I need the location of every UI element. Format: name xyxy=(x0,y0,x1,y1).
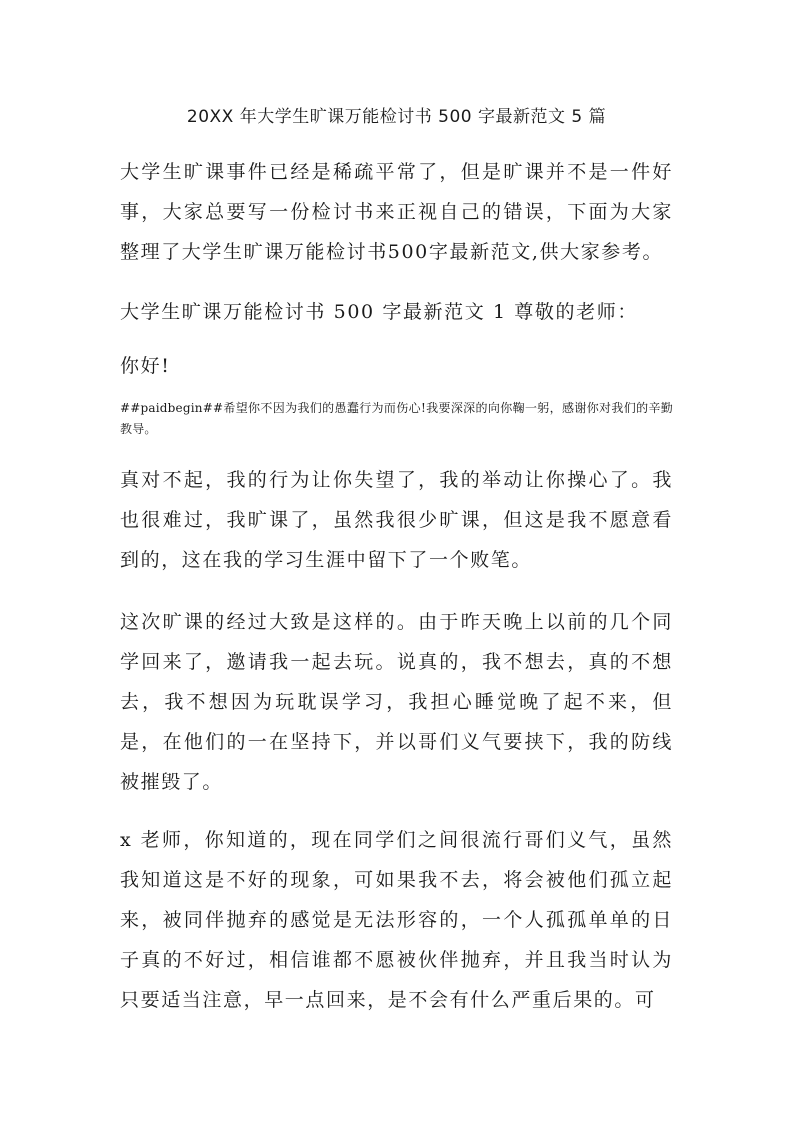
paid-marker-paragraph: ##paidbegin##希望你不因为我们的愚蠢行为而伤心!我要深深的向你鞠一躬，感谢你对我们的辛勤教导。 xyxy=(120,401,673,436)
intro-paragraph: 大学生旷课事件已经是稀疏平常了，但是旷课并不是一件好事，大家总要写一份检讨书来正视自己的错误，下面为大家整理了大学生旷课万能检讨书500字最新范文,供大家参考。 xyxy=(120,161,673,263)
section-heading-1: 大学生旷课万能检讨书 500 字最新范文 1 尊敬的老师： xyxy=(120,301,638,323)
apology-paragraph: 真对不起，我的行为让你失望了，我的举动让你操心了。我也很难过，我旷课了，虽然我很少旷课，但这是我不愿意看到的，这在我的学习生涯中留下了一个败笔。 xyxy=(120,469,673,571)
document-title: 20XX 年大学生旷课万能检讨书 500 字最新范文 5 篇 xyxy=(186,107,607,127)
teacher-paragraph: x 老师，你知道的，现在同学们之间很流行哥们义气，虽然我知道这是不好的现象，可如果我不去，将会被他们孤立起来，被同伴抛弃的感觉是无法形容的，一个人孤孤单单的日子真的不好过，相信谁都不愿被伙伴抛弃，并且我当时认为只要适当注意，早一点回来，是不会有什么严重后果的。可 xyxy=(120,829,673,1011)
story-paragraph: 这次旷课的经过大致是这样的。由于昨天晚上以前的几个同学回来了，邀请我一起去玩。说真的，我不想去，真的不想去，我不想因为玩耽误学习，我担心睡觉晚了起不来，但是，在他们的一在坚持下，并以哥们义气要挟下，我的防线被摧毁了。 xyxy=(120,611,673,793)
greeting-paragraph: 你好! xyxy=(120,355,171,377)
